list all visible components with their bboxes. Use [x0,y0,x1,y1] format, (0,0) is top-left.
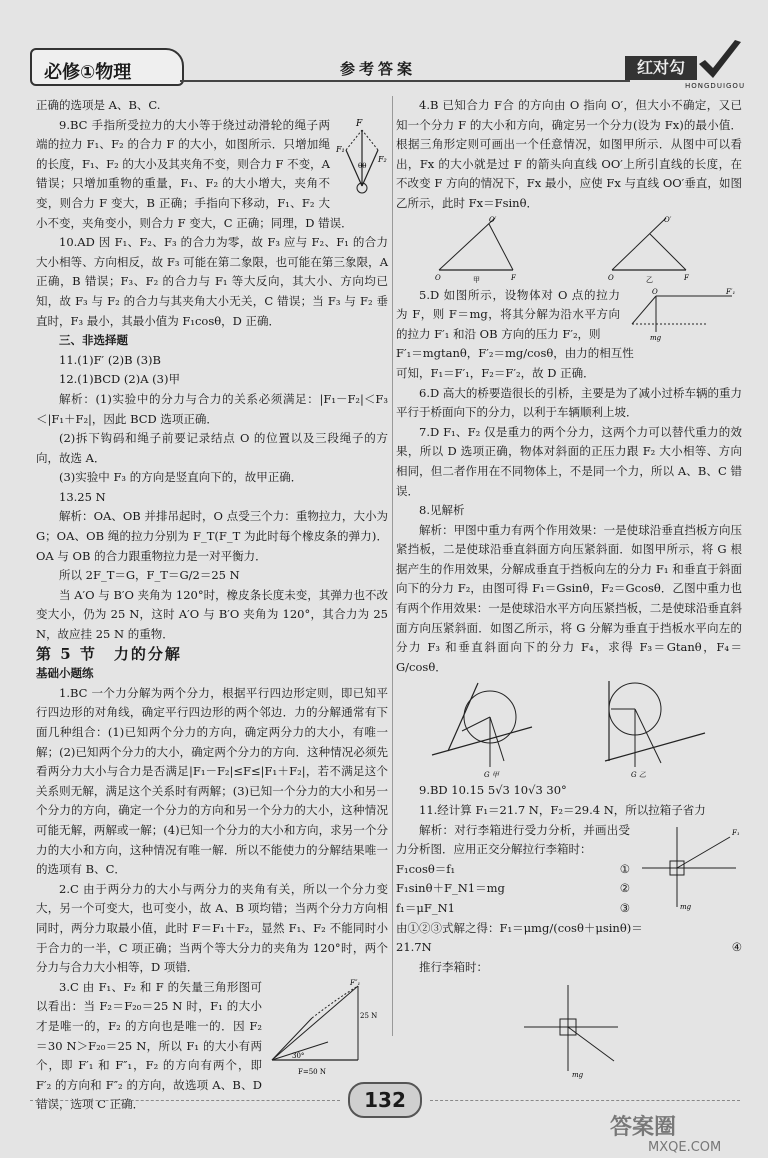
ball-incline-diagram-jia [428,677,538,781]
equation-1 [396,860,630,880]
svg-text:乙: 乙 [645,275,653,284]
brand-logo: 红对勾 [625,56,697,80]
svg-text:F₁: F₁ [732,828,740,837]
suitcase-push-diagram [514,979,624,1079]
svg-text:O: O [652,287,658,296]
svg-text:F: F [510,273,516,282]
answer-r6: 6.D 高大的桥要造很长的引桥，主要是为了减小过桥车辆的重力平行于桥面向下的分力，以利于车辆顺利上坡． [396,385,742,420]
watermark-url: MXQE.COM [648,1140,722,1155]
conclusion-r5: 可知，F₁＝F′₁，F₂＝F′₂，故 D 正确． [396,365,595,380]
analysis-q13-3: 当 A′O 与 B′O 夹角为 120°时，橡皮条长度未变，其弹力也不改变大小，仍为 25 N，这时 A′O 与 B′O 夹角为 120°，其合力为 25 N，故应挂 25 N 的重物． [36,587,388,642]
equation-1-text: F₁cosθ＝f₁ [396,861,456,876]
figure-row-8 [396,677,742,781]
right-column [396,96,742,1081]
analysis-q12-2: (2)拆下钩码和绳子前要记录结点 O 的位置以及三段绳子的方向，故选 A． [36,431,388,465]
diagram-yi [606,214,706,286]
answer-b1: 1.BC 一个力分解为两个分力，根据平行四边形定则，即已知平行四边形的对角线，确定平行四边形的两个邻边．力的分解通常有下面几种组合：(1)已知两个分力的方向，确定两分力的大小，有唯一解；(2)已知两个分力的大小，确定两个分力的方向．这种情况必须先看两分力大小与合力是否满足|F₁－F₂|≤F≤|F₁＋F₂|，若不满足这个关系则无解，满足这个关系时有两解；(3)已知一个分力的大小和另一个分力的方向，确定一个分力的方向和另一个分力的大小，这种情况可能无解，两解或一解；(4)已知一个分力的大小和方向，求另一个分力的大小和方向，这种情况有唯一解．所以不能使力的分解结果唯一的选项有 B、C． [36,685,388,877]
page-number: 132 [348,1082,422,1118]
answer-b3: 3.C 由 F₁、F₂ 和 F 的矢量三角形图可以看出：当 F₂＝F₂₀＝25 N 时，F₁ 的大小才是唯一的，F₂ 的方向也是唯一的．因 F₂＝30 N＞F₂₀＝25 N，所以 F₁ 的大小有两个，即 F′₁ 和 F″₁，F₂ 的方向有两个，即 F′₂ 的方向和 F″₂ 的方向，故选项 A、B、D 错误，选项 C 正确． [36,979,262,1112]
answer-r9: 9.BD 10.15 5√3 10√3 30° [419,783,567,798]
analysis-q12-1: 解析：(1)实验中的分力与合力的关系必须满足：|F₁－F₂|＜F₃＜|F₁＋F₂|，因此 BCD 选项正确． [36,391,388,426]
analysis-q13-1: 解析：OA、OB 并排吊起时，O 点受三个力：重物拉力，大小为 G；OA、OB 绳的拉力分别为 F_T(F_T 为此时每个橡皮条的弹力)．OA 与 OB 的合力跟重物拉力是一对平衡力． [36,509,388,563]
section-title: 第 5 节 力的分解 [36,644,182,663]
svg-text:甲: 甲 [472,275,480,284]
svg-text:G 甲: G 甲 [483,771,499,780]
header-rule [180,80,630,82]
svg-text:mg: mg [650,333,662,342]
equation-3 [396,899,630,919]
svg-text:O′: O′ [663,215,671,224]
result-r11-number: ④ [731,940,742,955]
equation-3-text: f₁＝μF_N1 [396,901,455,915]
svg-text:G 乙: G 乙 [630,771,646,780]
svg-text:O: O [607,273,614,282]
brand-logo-sub: HONGDUIGOU [685,82,746,90]
svg-text:F=50 N: F=50 N [298,1067,326,1076]
answer-r4: 4.B 已知合力 F合 的方向由 O 指向 O′，但大小不确定，又已知一个分力 F 的大小和方向，确定另一个分力(设为 Fx)的最小值．根据三角形定则可画出一个任意情况，如图甲所示．从图中可以看出，Fx 的大小就是过 F 的箭头向直线 OO′上所引直线的长度，在不改变 F 方向的情况下，Fx 最小，应使 Fx 与直线 OO′垂直，如图乙所示，此时 Fx＝Fsinθ． [396,98,742,210]
watermark-logo: 答案圈 [610,1115,677,1140]
svg-text:mg: mg [680,902,692,911]
answer-q12: 12.(1)BCD (2)A (3)甲 [59,372,180,387]
vector-triangle-diagram [268,978,388,1078]
ball-incline-diagram-yi [601,677,711,781]
force-decomposition-diagram-5 [626,286,742,342]
analysis-r11: 解析：对行李箱进行受力分析，并画出受力分析图．应用正交分解拉行李箱时： [396,822,630,857]
page-header [30,44,746,90]
answer-b2: 2.C 由于两分力的大小与两分力的夹角有关，所以一个分力变大，另一个可变大，也可变小，故 A、B 项均错；当两个分力方向相同时，两分力取最小值，此时 F＝F₁＋F₂，显然 F₁、F₂ 不能同时小于合力的一半，C 项正确；当两个等大分力的夹角为 120°时，两个分力与合力大小相等，D 项错． [36,881,388,975]
svg-text:O′: O′ [488,215,496,224]
footer-rule-left [30,1100,340,1101]
header-title: 必修①物理 [44,62,132,83]
left-column [36,96,388,1115]
svg-text:O: O [434,273,441,282]
header-title-box [30,48,184,86]
subsection-title: 基础小题练 [36,666,94,681]
column-divider [392,96,393,1036]
checkmark-icon [695,38,745,82]
analysis-q13-2: 所以 2F_T＝G，F_T＝G/2＝25 N [59,568,240,583]
svg-text:F″₁: F″₁ [350,978,361,987]
header-center-title: 参考答案 [340,60,417,78]
answer-r5: 5.D 如图所示，设物体对 O 点的拉力为 F，则 F＝mg，将其分解为沿水平方向的拉力 F′₁ 和沿 OB 方向的压力 F′₂，则 [396,287,620,341]
answer-r8: 8.见解析 [419,503,465,518]
equation-2-text: F₁sinθ＋F_N1＝mg [396,881,505,896]
equation-2-number: ② [619,881,630,896]
svg-text:θθ: θθ [358,161,367,170]
answer-text: 正确的选项是 A、B、C. [36,98,161,112]
result-r11-value: 21.7N [396,940,432,955]
svg-text:F₁: F₁ [336,144,345,154]
pulley-force-diagram [336,116,388,196]
svg-text:F′₁: F′₁ [726,287,736,296]
analysis-q12-3: (3)实验中 F₃ 的方向是竖直向下的，故甲正确． [59,470,303,485]
answer-q10: 10.AD 因 F₁、F₂、F₃ 的合力为零，故 F₃ 应与 F₂、F₁ 的合力大小相等、方向相反，故 F₃ 可能在第二象限，也可能在第三象限，A 正确，B 错误；F₃、F₂ 的合力与 F₁ 等大反向，其大小、方向均已知，故 F₃ 与 F₂ 的合力与其夹角大小无关，C 错误；当 F₃ 与 F₂ 垂直时，F₃ 最小，其最小值为 F₁cosθ，D 正确． [36,235,388,328]
equation-3-number: ③ [619,901,630,915]
answer-q11: 11.(1)F′ (2)B (3)B [59,352,161,367]
analysis-r8: 解析：甲图中重力有两个作用效果：一是使球沿垂直挡板方向压紧挡板，二是使球沿垂直斜面方向压紧斜面．如图甲所示，将 G 根据产生的作用效果，分解成垂直于挡板向左的分力 F₁ 和垂直于斜面向下的分力 F₂，由图可得 F₁＝Gsinθ，F₂＝Gcosθ．乙图中重力也有两个作用效果：一是使球沿水平方向压紧挡板，二是使球沿垂直斜面方向压紧斜面．如图乙所示，将 G 分解为垂直于挡板水平向左的分力 F₃ 和垂直斜面向下的分力 F₄，求得 F₃＝Gtanθ，F₄＝G/cosθ． [396,522,742,674]
equation-r5: F′₁＝mgtanθ，F′₂＝mg/cosθ，由力的相互性 [396,346,634,361]
svg-text:F: F [683,273,689,282]
answer-r7: 7.D F₁、F₂ 仅是重力的两个分力，这两个力可以替代重力的效果，所以 D 选项正确，物体对斜面的正压力跟 F₂ 大小相等、方向相同，但二者作用在不同物体上，不是同一个力，所以 A、B、C 错误． [396,424,742,498]
svg-text:mg: mg [572,1071,584,1080]
answer-q9: 9.BC 手指所受拉力的大小等于绕过动滑轮的绳子两端的拉力 F₁、F₂ 的合力 F 的大小，如图所示．只增加绳的长度，F₁、F₂ 的大小及其夹角不变，则合力 F 不变，A 错误；只增加重物的重量，F₁、F₂ 的大小增大，夹角不变，则合力 F 变大，B 正确；手指向下移动，F₁、F₂ 大小不变，夹角变小，则合力 F 变大，C 正确；同理，D 错误． [36,117,353,230]
solution-r11: 由①②③式解之得：F₁＝μmg/(cosθ＋μsinθ)＝ [396,920,643,935]
svg-text:25 N: 25 N [360,1011,378,1020]
equation-2 [396,879,630,899]
push-suitcase-text: 推行李箱时： [419,959,488,974]
result-r11 [396,938,742,958]
svg-text:F: F [356,118,363,129]
answer-q13: 13.25 N [59,489,106,504]
diagram-jia [433,214,533,286]
footer-rule-right [430,1100,740,1101]
svg-text:F₂: F₂ [378,154,387,164]
figure-row-4 [396,214,742,286]
suitcase-pull-diagram [636,821,742,911]
section-heading: 三、非选择题 [59,333,128,348]
answer-r11: 11.经计算 F₁＝21.7 N，F₂＝29.4 N，所以拉箱子省力 [419,803,706,818]
svg-text:30°: 30° [292,1051,305,1060]
equation-1-number: ① [619,861,630,876]
